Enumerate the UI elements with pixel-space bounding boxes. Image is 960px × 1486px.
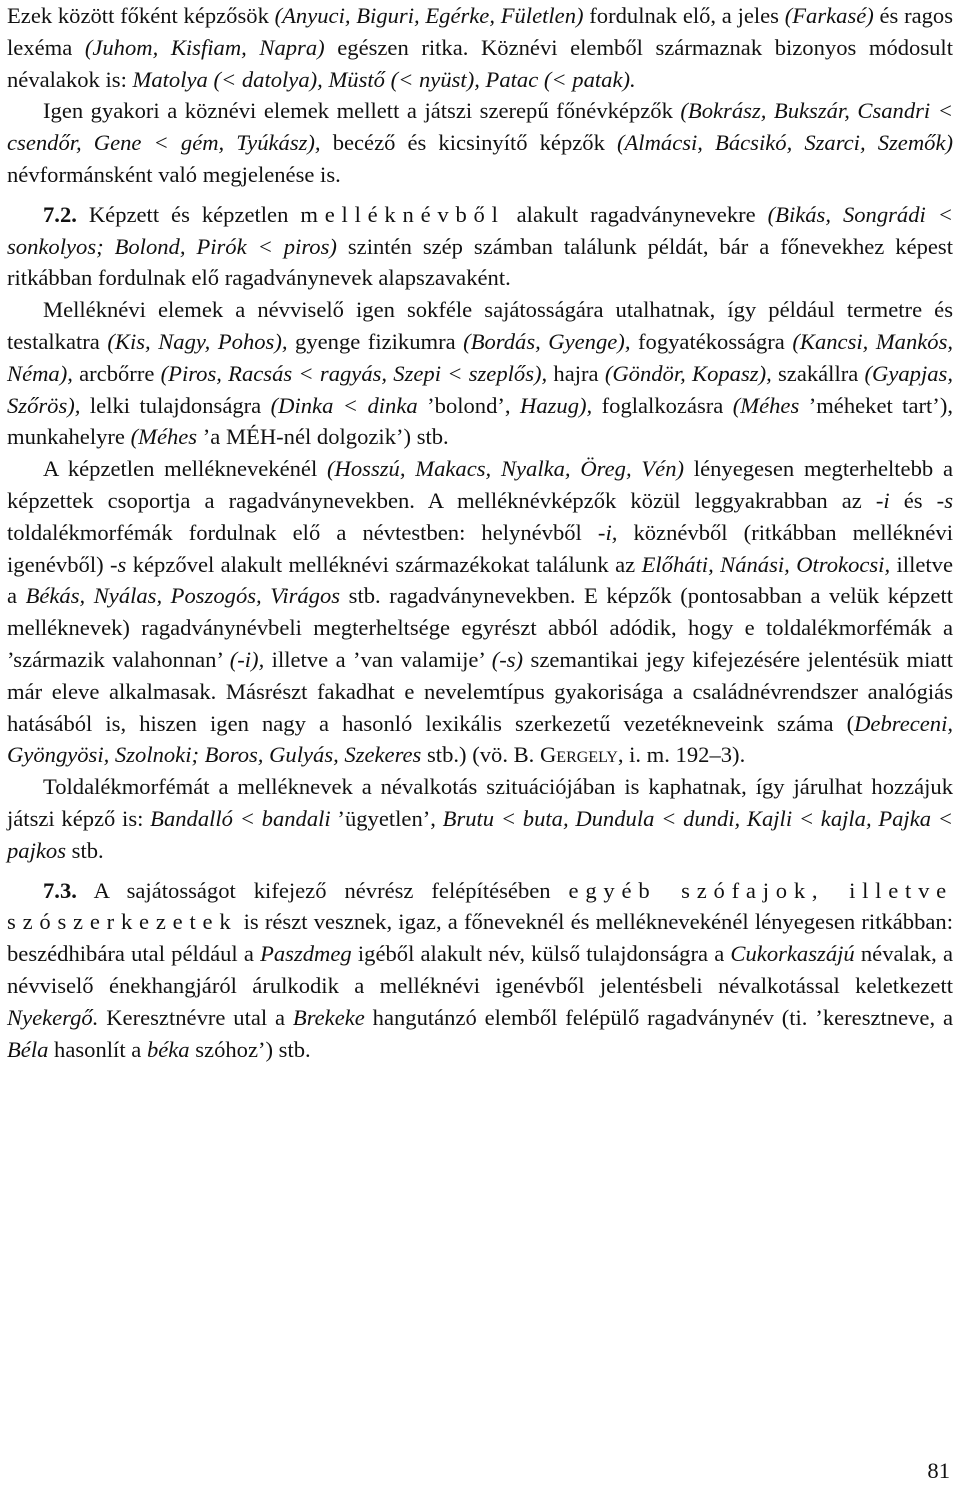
italic-run: (-i), bbox=[229, 646, 265, 672]
italic-run: (Dinka < dinka bbox=[270, 392, 418, 418]
italic-run: (-s) bbox=[491, 646, 524, 672]
text-run: becéző és kicsinyítő képzők bbox=[320, 130, 617, 156]
text-run: szakállra bbox=[771, 360, 865, 386]
italic-run: Békás, Nyálas, Poszogós, Virágos bbox=[25, 583, 341, 609]
italic-run: (Piros, Racsás < ragyás, Szepi < szeplős), bbox=[160, 360, 548, 386]
text-run: hangutánzó elemből felépülő ragadványnév (ti. ’keresztneve, a bbox=[364, 1004, 953, 1030]
italic-run: Hazug), bbox=[520, 392, 593, 418]
text-run: ’a MÉH-nél dolgozik’) stb. bbox=[197, 424, 449, 450]
paragraph bbox=[7, 199, 953, 294]
italic-run: -i bbox=[875, 487, 890, 513]
text-run: névformánsként való megjelenése is. bbox=[7, 161, 341, 187]
text-run: szóhoz’) stb. bbox=[189, 1036, 311, 1062]
text-run: egészen ritka. Köznévi elemből származnak bizonyos módosult névalakok is: bbox=[7, 34, 953, 92]
italic-run: Brutu < buta, Dundula < dundi, Kajli < kajla, Pajka < pajkos bbox=[7, 805, 953, 863]
italic-run: (Gyapjas, Szőrös), bbox=[7, 360, 953, 418]
text-run: ’ügyetlen’, bbox=[330, 805, 443, 831]
spaced-run: egyéb szófajok, illetve szószerkezetek bbox=[7, 877, 953, 935]
text-run: fogyatékosságra bbox=[630, 328, 793, 354]
italic-run: -i, bbox=[597, 519, 618, 545]
text-run: toldalékmorfémák fordulnak elő a névtestben: helynévből bbox=[7, 519, 598, 545]
italic-run: Bandalló < bandali bbox=[150, 805, 331, 831]
italic-run: -s bbox=[110, 551, 127, 577]
text-run: stb.) (vö. B. bbox=[421, 742, 540, 768]
text-run: névalak, a névviselő énekhangjáról árulkodik a melléknévi igenévből jelentésbeli névalkotással keletkezett bbox=[7, 941, 953, 998]
italic-run: (Kis, Nagy, Pohos), bbox=[107, 328, 288, 354]
text-run: ’méheket tart’), munkahelyre bbox=[7, 392, 953, 450]
text-run: lelki tulajdonságra bbox=[80, 392, 271, 418]
italic-run: Béla bbox=[7, 1036, 49, 1062]
text-run: és bbox=[889, 487, 937, 513]
text-run: Melléknévi elemek a névviselő igen sokféle sajátosságára utalhatnak, így például termetre és testalkatra bbox=[7, 297, 953, 354]
text-run: ’bolond’, bbox=[417, 392, 521, 418]
text-run: szintén szép számban találunk példát, bár a főnevekhez képest ritkábban fordulnak elő ragadványnevek alapszavaként. bbox=[7, 233, 953, 291]
text-run: igéből alakult név, külső tulajdonságra a bbox=[351, 941, 731, 967]
text-run: illetve a bbox=[7, 551, 953, 609]
text-run: gyenge fizikumra bbox=[287, 328, 464, 354]
italic-run: Cukorkaszájú bbox=[730, 941, 855, 967]
italic-run: (Kancsi, Mankós, Néma), bbox=[7, 328, 954, 386]
text-run: Képzett és képzetlen bbox=[76, 201, 301, 227]
text-run: foglalkozásra bbox=[592, 392, 733, 418]
italic-run: Debreceni, Gyöngyösi, Szolnoki; Boros, Gulyás, Szekeres bbox=[7, 710, 953, 768]
italic-run: (Méhes bbox=[130, 424, 198, 450]
section-number: 7.3. bbox=[43, 877, 77, 903]
paragraph bbox=[7, 875, 953, 1066]
paragraph bbox=[7, 771, 953, 866]
text-run: A képzetlen melléknevekénél bbox=[43, 456, 328, 482]
italic-run: -s bbox=[936, 487, 953, 513]
italic-run: Előháti, Nánási, Otrokocsi, bbox=[641, 551, 891, 577]
text-run: stb. bbox=[66, 837, 104, 863]
text-run: arcbőrre bbox=[72, 360, 161, 386]
text-run: illetve a ’van valamije’ bbox=[264, 646, 492, 672]
italic-run: Matolya (< datolya), Müstő (< nyüst), Patac (< patak). bbox=[132, 66, 636, 92]
author-name: Gergely bbox=[539, 742, 618, 768]
text-run: fordulnak elő, a jeles bbox=[583, 3, 785, 28]
text-run: szemantikai jegy kifejezésére jelentésük miatt már eleve alkalmasak. Másrészt fakadhat e nevelemtípus gyakorisága a családnévrendszer analógiás hatásából is, hiszen igen nagy a hasonló lexikális szerkezetű vezetékneveink száma ( bbox=[7, 646, 953, 736]
italic-run: Nyekergő. bbox=[7, 1004, 99, 1030]
spaced-run: melléknévből bbox=[300, 201, 505, 227]
paragraph bbox=[7, 453, 953, 771]
text-run: Igen gyakori a köznévi elemek mellett a játszi szerepű főnévképzők bbox=[43, 98, 681, 124]
text-run: A sajátosságot kifejező névrész felépítésében bbox=[76, 877, 569, 903]
italic-run: (Juhom, Kisfiam, Napra) bbox=[84, 34, 325, 60]
italic-run: (Bokrász, Bukszár, Csandri < csendőr, Gene < gém, Tyúkász), bbox=[7, 98, 953, 156]
italic-run: béka bbox=[146, 1036, 190, 1062]
italic-run: (Anyuci, Biguri, Egérke, Fületlen) bbox=[274, 3, 584, 28]
page-number: 81 bbox=[927, 1458, 950, 1483]
text-run: stb. ragadványnevekben. E képzők (pontosabban a velük képzett melléknevek) ragadványnévbeli megterheltsége egyrészt abból adódik, hogy e toldalékmorfémák a ’származik valahonnan’ bbox=[7, 583, 953, 672]
text-run: alakult ragadványnevekre bbox=[504, 201, 768, 227]
italic-run: (Hosszú, Makacs, Nyalka, Öreg, Vén) bbox=[327, 456, 685, 482]
text-run: hasonlít a bbox=[48, 1036, 147, 1062]
text-run: , i. m. 192–3). bbox=[617, 742, 746, 768]
body-text bbox=[7, 0, 953, 1065]
italic-run: (Bikás, Songrádi < sonkolyos; Bolond, Pirók < piros) bbox=[7, 201, 953, 259]
italic-run: Brekeke bbox=[292, 1004, 365, 1030]
italic-run: (Farkasé) bbox=[784, 3, 874, 28]
paragraph bbox=[7, 95, 953, 190]
italic-run: (Göndör, Kopasz), bbox=[604, 360, 772, 386]
text-run: is részt vesznek, igaz, a főneveknél és melléknevekénél lényegesen ritkábban: beszédhibára utal például a bbox=[7, 909, 953, 967]
text-run: hajra bbox=[547, 360, 605, 386]
text-run: Toldalékmorfémát a melléknevek a névalkotás szituációjában is kaphatnak, így járulhat hozzájuk játszi képző is: bbox=[7, 774, 953, 831]
section-number: 7.2. bbox=[43, 201, 77, 227]
text-run: képzővel alakult melléknévi származékokat találunk az bbox=[126, 551, 642, 577]
italic-run: (Bordás, Gyenge), bbox=[463, 328, 631, 354]
italic-run: (Almácsi, Bácsikó, Szarci, Szemők) bbox=[616, 130, 953, 156]
text-run: köznévből (ritkábban melléknévi igenévből) bbox=[7, 519, 953, 577]
italic-run: Paszdmeg bbox=[260, 941, 352, 967]
italic-run: (Méhes bbox=[732, 392, 800, 418]
text-run: lényegesen megterheltebb a képzettek csoportja a ragadványnevekben. A melléknévképzők közül leggyakrabban az bbox=[7, 456, 953, 513]
paragraph bbox=[7, 0, 953, 95]
text-run: Keresztnévre utal a bbox=[98, 1004, 293, 1030]
paragraph bbox=[7, 294, 953, 453]
text-run: és ragos lexéma bbox=[7, 3, 954, 60]
text-run: Ezek között főként képzősök bbox=[7, 3, 275, 28]
